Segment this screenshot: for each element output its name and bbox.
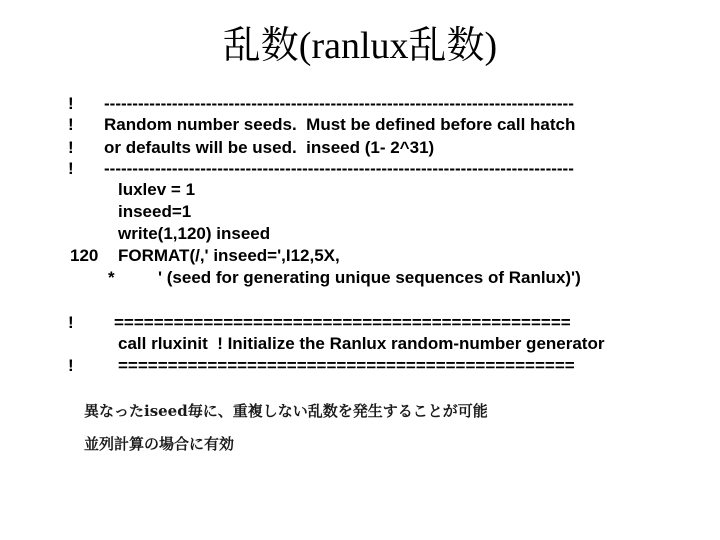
note-text: 異なったiseed毎に、重複しない乱数を発生することが可能 (84, 402, 488, 420)
slide-title: 乱数(ranlux乱数) (222, 25, 498, 67)
comment-divider-line: ----------------------------------------------------------------------------------- (104, 159, 574, 178)
comment-marker: ! (68, 94, 74, 113)
note-text: 並列計算の場合に有効 (84, 435, 235, 453)
code-line: FORMAT(/,' inseed=',I12,5X, (118, 246, 340, 265)
continuation-marker: * (108, 268, 115, 287)
code-line: inseed=1 (118, 202, 192, 221)
code-line: write(1,120) inseed (118, 224, 271, 243)
code-line: ' (seed for generating unique sequences of Ranlux)') (158, 268, 581, 287)
comment-divider-line: ----------------------------------------------------------------------------------- (104, 94, 574, 113)
comment-marker: ! (68, 313, 74, 332)
comment-marker: ! (68, 115, 74, 134)
code-line: luxlev = 1 (118, 180, 196, 199)
comment-line: Random number seeds. Must be defined before call hatch (104, 115, 576, 134)
comment-divider-line: ============================================== (114, 313, 571, 332)
comment-marker: ! (68, 159, 74, 178)
comment-marker: ! (68, 356, 74, 375)
statement-label: 120 (70, 246, 99, 265)
comment-marker: ! (68, 138, 74, 157)
comment-divider-line: ============================================== (118, 356, 575, 375)
code-line: call rluxinit ! Initialize the Ranlux random-number generator (118, 334, 605, 353)
comment-line: or defaults will be used. inseed (1- 2^31) (104, 138, 435, 157)
